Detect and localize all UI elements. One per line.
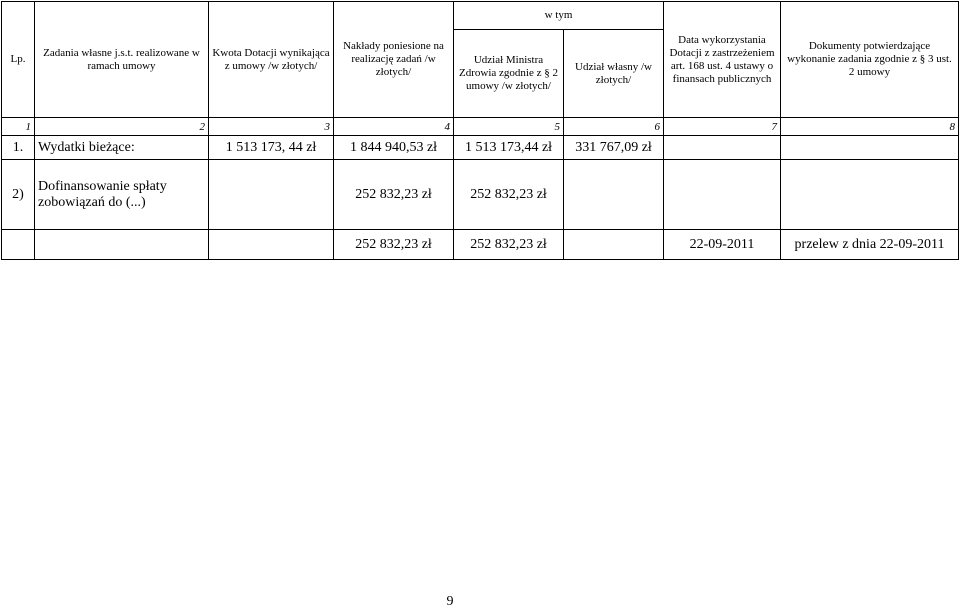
column-number-8: 8 [781, 118, 959, 136]
row3-ministra: 252 832,23 zł [454, 230, 564, 260]
header-zadania: Zadania własne j.s.t. realizowane w ramach umowy [35, 2, 209, 118]
header-w-tym: w tym [454, 2, 664, 30]
row3-wlasny [564, 230, 664, 260]
row2-data [664, 160, 781, 230]
row1-ministra: 1 513 173,44 zł [454, 136, 564, 160]
header-lp: Lp. [2, 2, 35, 118]
header-udzial-ministra: Udział Ministra Zdrowia zgodnie z § 2 umowy /w złotych/ [454, 30, 564, 118]
table-row [2, 136, 959, 160]
column-number-1: 1 [2, 118, 35, 136]
column-number-3: 3 [209, 118, 334, 136]
row2-wlasny [564, 160, 664, 230]
column-number-7: 7 [664, 118, 781, 136]
row3-lp [2, 230, 35, 260]
header-udzial-wlasny: Udział własny /w złotych/ [564, 30, 664, 118]
header-kwota: Kwota Dotacji wynikająca z umowy /w złotych/ [209, 2, 334, 118]
column-number-4: 4 [334, 118, 454, 136]
table-row [2, 230, 959, 260]
row2-dokumenty [781, 160, 959, 230]
row3-kwota [209, 230, 334, 260]
row3-dokumenty: przelew z dnia 22-09-2011 [781, 230, 959, 260]
expense-table [1, 1, 959, 260]
row2-kwota [209, 160, 334, 230]
row2-naklady: 252 832,23 zł [334, 160, 454, 230]
row1-kwota: 1 513 173, 44 zł [209, 136, 334, 160]
row1-wlasny: 331 767,09 zł [564, 136, 664, 160]
column-number-2: 2 [35, 118, 209, 136]
row1-data [664, 136, 781, 160]
row1-lp: 1. [2, 136, 35, 160]
page-number: 9 [446, 594, 454, 609]
row2-lp: 2) [2, 160, 35, 230]
header-dokumenty: Dokumenty potwierdzające wykonanie zadania zgodnie z § 3 ust. 2 umowy [781, 2, 959, 118]
row1-dokumenty [781, 136, 959, 160]
header-data: Data wykorzystania Dotacji z zastrzeżeniem art. 168 ust. 4 ustawy o finansach publicznych [664, 2, 781, 118]
table-row [2, 160, 959, 230]
row3-label [35, 230, 209, 260]
row2-label: Dofinansowanie spłaty zobowiązań do (...) [35, 160, 209, 230]
row1-label: Wydatki bieżące: [35, 136, 209, 160]
row1-naklady: 1 844 940,53 zł [334, 136, 454, 160]
header-naklady: Nakłady poniesione na realizację zadań /w złotych/ [334, 2, 454, 118]
row2-ministra: 252 832,23 zł [454, 160, 564, 230]
column-number-6: 6 [564, 118, 664, 136]
row3-data: 22-09-2011 [664, 230, 781, 260]
column-number-5: 5 [454, 118, 564, 136]
row3-naklady: 252 832,23 zł [334, 230, 454, 260]
